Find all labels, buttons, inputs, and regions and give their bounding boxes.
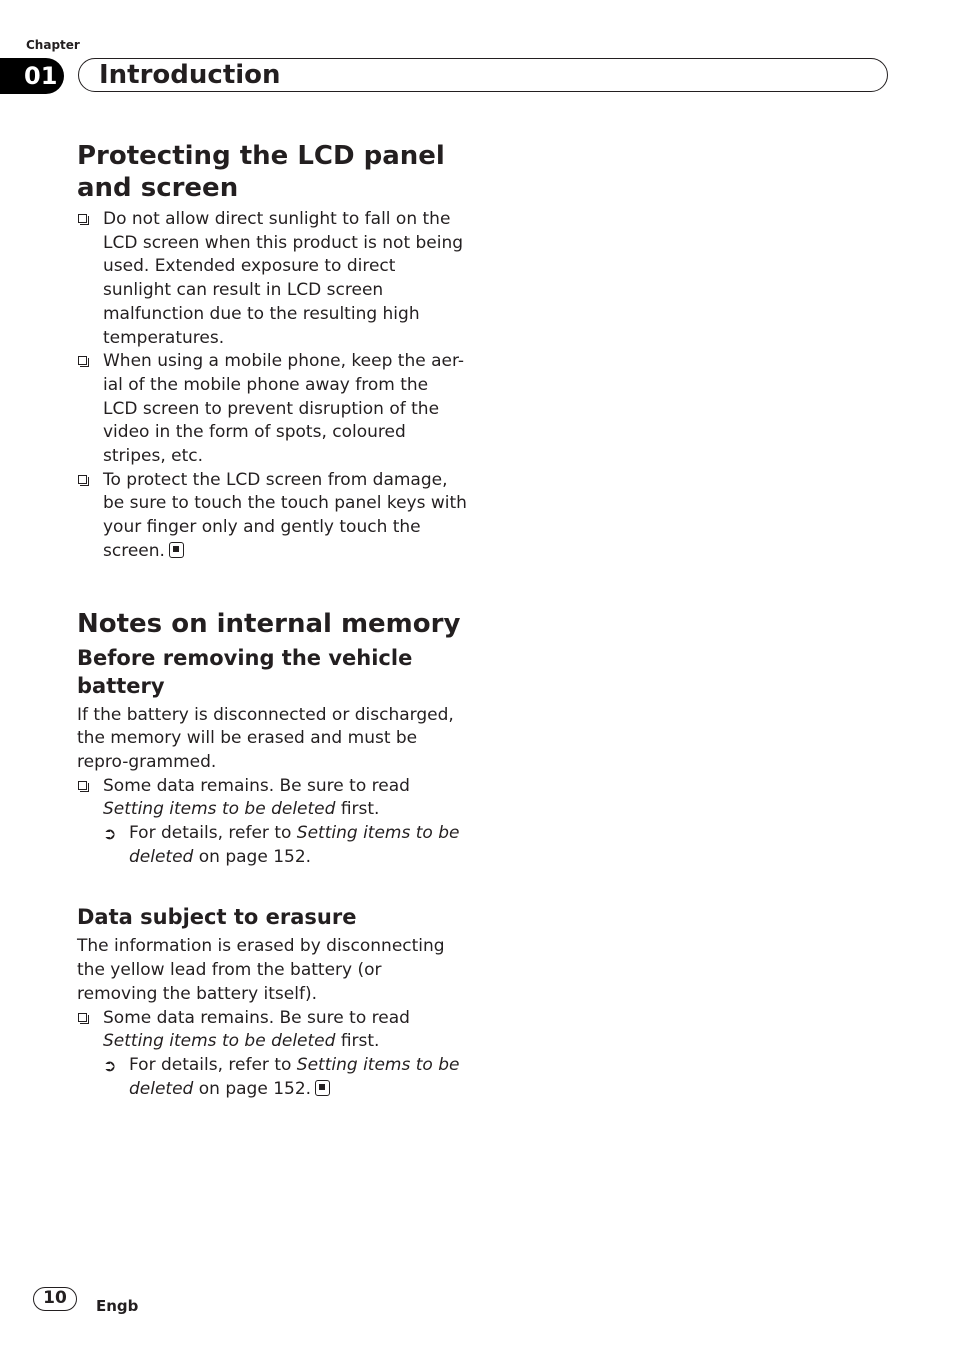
chapter-number-tab: 01 — [0, 58, 64, 94]
lcd-list — [77, 208, 467, 564]
end-mark-icon — [315, 1080, 330, 1096]
bullet-text-end: first. — [335, 1031, 380, 1052]
subsection-title-battery — [77, 644, 467, 700]
list-item — [77, 775, 467, 822]
list-item-text: Do not allow direct sunlight to fall on the LCD screen when this product is not being used. Extended exposure to direct sunlight can result in LCD screen malfunction due to the resulting high temperatures. — [103, 209, 464, 348]
subsection-title-erasure: Data subject to erasure — [77, 905, 357, 930]
list-item — [77, 350, 467, 469]
battery-intro: If the battery is disconnected or discharged, the memory will be erased and must be repro-grammed. — [77, 704, 454, 772]
checkbox-bullet-icon — [78, 781, 87, 790]
main-column — [77, 140, 467, 1101]
list-item — [77, 208, 467, 350]
checkbox-bullet-icon — [78, 1013, 87, 1022]
chapter-title: Introduction — [99, 60, 281, 90]
page-number: 10 — [33, 1287, 77, 1311]
arrow-right-icon: ➲ — [103, 824, 117, 844]
section-title-memory: Notes on internal memory — [77, 608, 461, 639]
chapter-label: Chapter — [26, 38, 80, 52]
erasure-intro: The information is erased by disconnecting the yellow lead from the battery (or removing the battery itself). — [77, 936, 445, 1004]
section-title-lcd-line1: Protecting the LCD panel — [77, 141, 445, 171]
arrow-reference: Setting items to be deleted — [129, 1054, 460, 1099]
arrow-text: For details, refer to — [129, 1054, 297, 1075]
section-title-lcd-line2: and screen — [77, 173, 239, 203]
end-mark-icon — [169, 542, 184, 558]
battery-list — [77, 775, 467, 870]
list-item-text: To protect the LCD screen from damage, be sure to touch the touch panel keys with your finger only and gently touch the screen. — [103, 469, 467, 561]
arrow-text-end: on page 152. — [193, 1078, 312, 1099]
erasure-list — [77, 1007, 467, 1102]
list-item — [77, 469, 467, 564]
language-code: Engb — [96, 1297, 139, 1315]
list-item — [77, 1007, 467, 1054]
arrow-right-icon: ➲ — [103, 1055, 117, 1075]
bullet-text: Some data remains. Be sure to read — [103, 1007, 410, 1028]
arrow-text-end: on page 152. — [193, 846, 312, 867]
subsection-title-battery-line2: battery — [77, 673, 165, 698]
chapter-title-box — [78, 58, 888, 92]
list-item — [77, 822, 467, 869]
checkbox-bullet-icon — [78, 475, 87, 484]
arrow-text: For details, refer to — [129, 823, 297, 844]
subsection-title-battery-line1: Before removing the vehicle — [77, 645, 413, 670]
bullet-text-end: first. — [335, 799, 380, 820]
checkbox-bullet-icon — [78, 214, 87, 223]
arrow-reference: Setting items to be deleted — [129, 823, 460, 867]
bullet-reference: Setting items to be deleted — [103, 1031, 336, 1052]
list-item — [77, 1054, 467, 1101]
bullet-reference: Setting items to be deleted — [103, 799, 336, 820]
checkbox-bullet-icon — [78, 356, 87, 365]
section-title-lcd — [77, 140, 467, 204]
bullet-text: Some data remains. Be sure to read — [103, 775, 410, 796]
list-item-text: When using a mobile phone, keep the aer-ial of the mobile phone away from the LCD screen to prevent disruption of the video in the form of spots, coloured stripes, etc. — [103, 351, 465, 467]
